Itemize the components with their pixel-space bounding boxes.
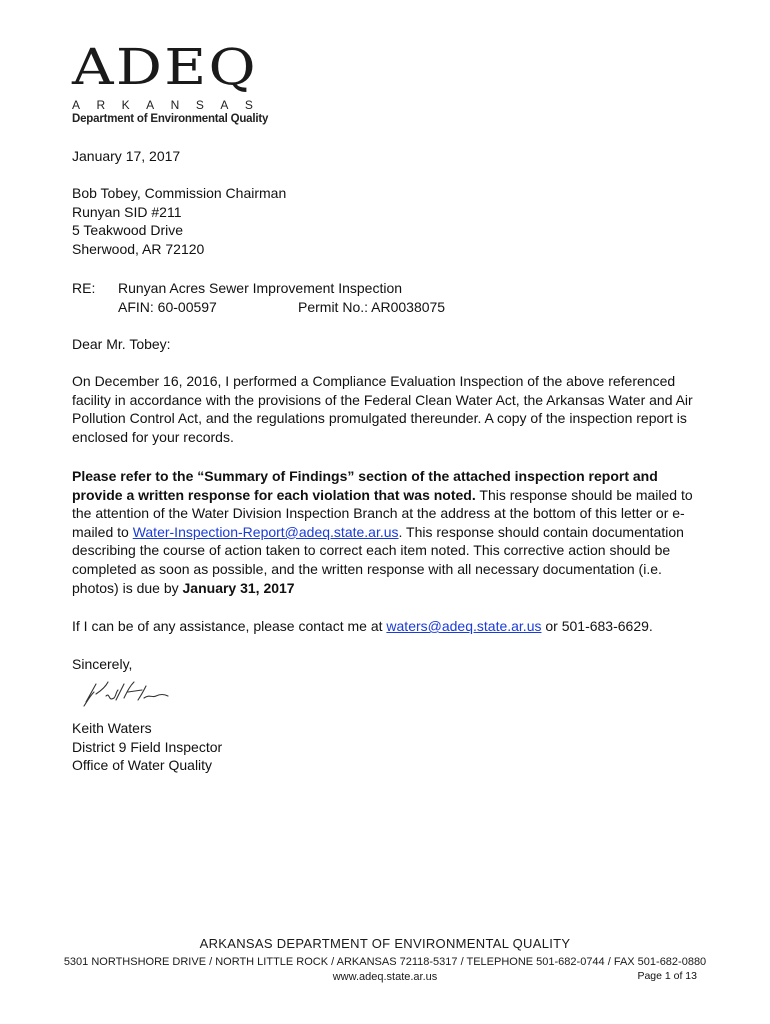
paragraph-response [72, 467, 700, 597]
subject-block [72, 279, 700, 316]
adeq-logo [72, 38, 282, 126]
signer-title: District 9 Field Inspector [72, 738, 223, 755]
response-instruction-bold: Please refer to the “Summary of Findings” section of the attached inspection report and provide a written response for each violation that was noted. [72, 468, 658, 503]
footer-address: 5301 NORTHSHORE DRIVE / NORTH LITTLE ROCK / ARKANSAS 72118-5317 / TELEPHONE 501-682-0744 / FAX 501-682-0880 [63, 956, 707, 968]
contact-email-link[interactable]: waters@adeq.state.ar.us [386, 618, 542, 634]
handwritten-signature [80, 676, 170, 710]
footer-website: www.adeq.state.ar.us [332, 971, 438, 983]
signer-office: Office of Water Quality [72, 757, 213, 774]
page-number: Page 1 of 13 [637, 970, 697, 982]
recipient-address [72, 184, 700, 258]
recipient-line: 5 Teakwood Drive [72, 222, 184, 239]
letter-date: January 17, 2017 [72, 148, 181, 164]
contact-phone: or 501-683-6629. [541, 618, 653, 634]
logo-state: ARKANSAS [72, 98, 270, 112]
logo-wordmark: ADEQ [72, 38, 258, 96]
footer-agency: ARKANSAS DEPARTMENT OF ENVIRONMENTAL QUALITY [199, 936, 571, 951]
afin-number: AFIN: 60-00597 [118, 298, 217, 315]
recipient-line: Bob Tobey, Commission Chairman [72, 185, 287, 201]
paragraph-contact [72, 617, 700, 636]
permit-number: Permit No.: AR0038075 [298, 298, 446, 315]
report-email-link[interactable]: Water-Inspection-Report@adeq.state.ar.us [132, 523, 399, 540]
contact-text: If I can be of any assistance, please contact me at [72, 618, 387, 634]
salutation: Dear Mr. Tobey: [72, 336, 171, 352]
recipient-line: Sherwood, AR 72120 [72, 240, 205, 257]
response-text: This response should be mailed to the attention of the Water Division Inspection Branch at the address at the bottom of this letter or e-mailed to [72, 486, 693, 540]
recipient-line: Runyan SID #211 [72, 203, 182, 220]
closing: Sincerely, [72, 656, 133, 672]
paragraph-inspection: On December 16, 2016, I performed a Compliance Evaluation Inspection of the above referenced facility in accordance with the provisions of the Federal Clean Water Act, the Arkansas Water and Air Pollution Control Act, and the regulations promulgated thereunder. A copy of the inspection report is enclosed for your records. [72, 373, 693, 445]
signer-name: Keith Waters [72, 720, 152, 736]
due-date: January 31, 2017 [182, 579, 295, 596]
re-label: RE: [72, 280, 96, 296]
response-text-2: . This response should contain documentation describing the course of action taken to correct each item noted. This corrective action should be completed as soon as possible, and the written response with all necessary documentation (i.e. photos) is due by [72, 523, 684, 596]
signature-block [72, 719, 700, 775]
re-subject: Runyan Acres Sewer Improvement Inspection [118, 280, 403, 296]
logo-department: Department of Environmental Quality [72, 113, 269, 125]
